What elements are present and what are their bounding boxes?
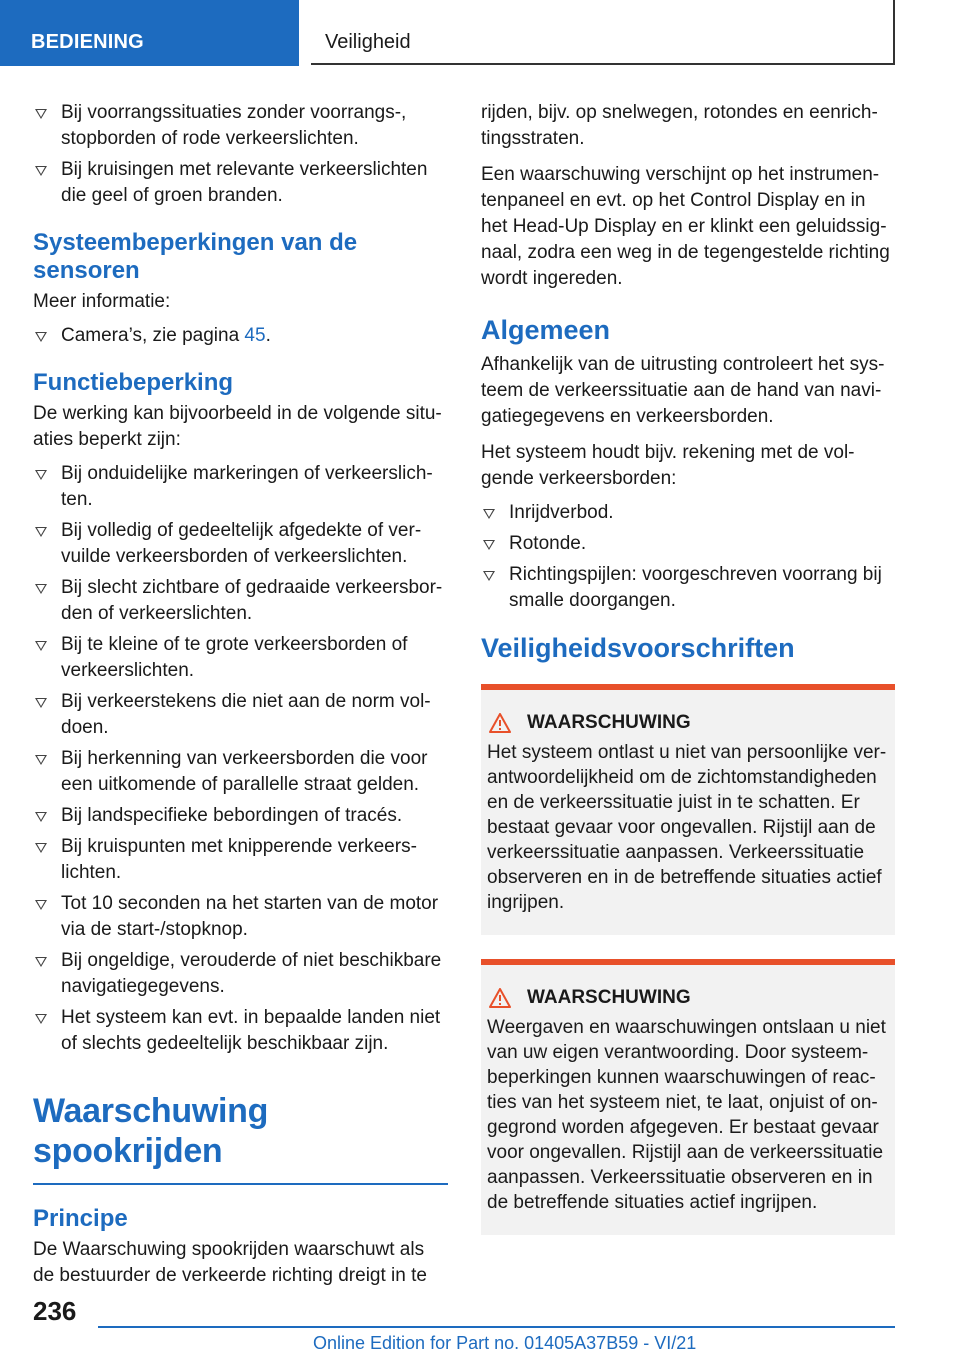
- heading-function-limits: Functiebeperking: [33, 369, 234, 396]
- bullet-list-function: [33, 461, 448, 1057]
- list-item: Bij ongeldige, verouderde of niet beschikbare navigatiegegevens.: [33, 948, 448, 1000]
- list-item: Richtingspijlen: voorgeschreven voorrang bij smalle doorgangen.: [481, 562, 895, 614]
- more-info-label: Meer informatie:: [33, 291, 171, 312]
- general-text-signs: Het systeem houdt bijv. rekening met de vol-gende verkeersborden:: [481, 442, 855, 489]
- warning-title: WAARSCHUWING: [527, 987, 691, 1008]
- triangle-bullet-icon: [35, 166, 47, 176]
- list-item: Inrijdverbod.: [481, 500, 895, 526]
- heading-general: Algemeen: [481, 315, 611, 345]
- page-link-45[interactable]: 45: [244, 325, 266, 346]
- triangle-bullet-icon: [35, 1014, 47, 1024]
- triangle-bullet-icon: [35, 698, 47, 708]
- triangle-bullet-icon: [35, 843, 47, 853]
- triangle-bullet-icon: [35, 755, 47, 765]
- triangle-bullet-icon: [483, 571, 495, 581]
- list-item: Bij te kleine of te grote verkeersborden of verkeerslichten.: [33, 632, 448, 684]
- heading-ghost-driver-warning: Waarschuwing spookrijden: [33, 1091, 448, 1185]
- header-section-tab: BEDIENING: [0, 0, 299, 66]
- warning-box: [481, 684, 895, 935]
- function-intro: De werking kan bijvoorbeeld in de volgende situ-aties beperkt zijn:: [33, 403, 442, 450]
- page-number: 236: [33, 1296, 77, 1326]
- list-item: Bij kruispunten met knipperende verkeers-lichten.: [33, 834, 448, 886]
- triangle-bullet-icon: [35, 900, 47, 910]
- triangle-bullet-icon: [35, 332, 47, 342]
- triangle-bullet-icon: [35, 641, 47, 651]
- list-item: Bij kruisingen met relevante verkeerslichten die geel of groen branden.: [33, 157, 448, 209]
- triangle-bullet-icon: [35, 584, 47, 594]
- footer-divider: [98, 1326, 895, 1328]
- warning-body: Weergaven en waarschuwingen ontslaan u niet van uw eigen verantwoording. Door systeem-beperkingen kunnen waarschuwingen of reac-ties van het systeem niet, te laat, onjuist of on-gegrond worden afgegeven. Er bestaat gevaar voor ongevallen. Rijstijl aan de verkeerssituatie aanpassen. Verkeerssituatie observeren en in de betreffende situaties actief ingrijpen.: [487, 1017, 886, 1213]
- heading-sensor-limits: Systeembeperkingen van de sensoren: [33, 229, 358, 284]
- list-item: Rotonde.: [481, 531, 895, 557]
- triangle-bullet-icon: [35, 812, 47, 822]
- right-column: [481, 100, 895, 1243]
- bullet-list-camera: [33, 323, 448, 349]
- list-item: Bij landspecifieke bebordingen of tracés.: [33, 803, 448, 829]
- list-item: Camera’s, zie pagina 45.: [33, 323, 448, 349]
- list-item: Bij onduidelijke markeringen of verkeerslich-ten.: [33, 461, 448, 513]
- heading-safety: Veiligheidsvoorschriften: [481, 633, 795, 663]
- list-item: Bij volledig of gedeeltelijk afgedekte of ver-vuilde verkeersborden of verkeerslichten.: [33, 518, 448, 570]
- triangle-bullet-icon: [35, 957, 47, 967]
- list-item: Bij verkeerstekens die niet aan de norm vol-doen.: [33, 689, 448, 741]
- list-item: Bij herkenning van verkeersborden die voor een uitkomende of parallelle straat gelden.: [33, 746, 448, 798]
- footer-edition-text: Online Edition for Part no. 01405A37B59 - VI/21: [313, 1333, 697, 1353]
- bullet-list-signs: [481, 500, 895, 614]
- bullet-list-priority: [33, 100, 448, 209]
- list-item: Tot 10 seconden na het starten van de motor via de start-/stopknop.: [33, 891, 448, 943]
- warning-body: Het systeem ontlast u niet van persoonlijke ver-antwoordelijkheid om de zichtomstandigheden en de verkeerssituatie juist in te schatten. Er bestaat gevaar voor ongevallen. Rijstijl aan de verkeerssituatie aanpassen. Verkeerssituatie observeren en in de betreffende situaties actief ingrijpen.: [487, 742, 887, 913]
- triangle-bullet-icon: [35, 527, 47, 537]
- heading-principle: Principe: [33, 1205, 128, 1232]
- warning-box: [481, 959, 895, 1235]
- continued-text: rijden, bijv. op snelwegen, rotondes en eenrich-tingsstraten.: [481, 102, 878, 149]
- warning-triangle-icon: [489, 988, 511, 1008]
- list-item: Bij voorrangssituaties zonder voorrangs-, stopborden of rode verkeerslichten.: [33, 100, 448, 152]
- general-text: Afhankelijk van de uitrusting controleert het sys-teem de verkeerssituatie aan de hand van navi-gatiegegevens en verkeersborden.: [481, 354, 885, 427]
- warning-title: WAARSCHUWING: [527, 712, 691, 733]
- principle-text: De Waarschuwing spookrijden waarschuwt als de bestuurder de verkeerde richting dreigt in te: [33, 1239, 427, 1286]
- triangle-bullet-icon: [35, 109, 47, 119]
- list-item: Het systeem kan evt. in bepaalde landen niet of slechts gedeeltelijk beschikbaar zijn.: [33, 1005, 448, 1057]
- header-chapter-title: Veiligheid: [311, 0, 895, 65]
- list-item: Bij slecht zichtbare of gedraaide verkeersbor-den of verkeerslichten.: [33, 575, 448, 627]
- triangle-bullet-icon: [483, 540, 495, 550]
- warning-display-text: Een waarschuwing verschijnt op het instrumen-tenpaneel en evt. op het Control Display en in het Head-Up Display en er klinkt een geluidssig-naal, zodra een weg in de tegengestelde richting wordt ingereden.: [481, 164, 890, 289]
- warning-triangle-icon: [489, 713, 511, 733]
- triangle-bullet-icon: [35, 470, 47, 480]
- triangle-bullet-icon: [483, 509, 495, 519]
- left-column: [33, 100, 448, 1299]
